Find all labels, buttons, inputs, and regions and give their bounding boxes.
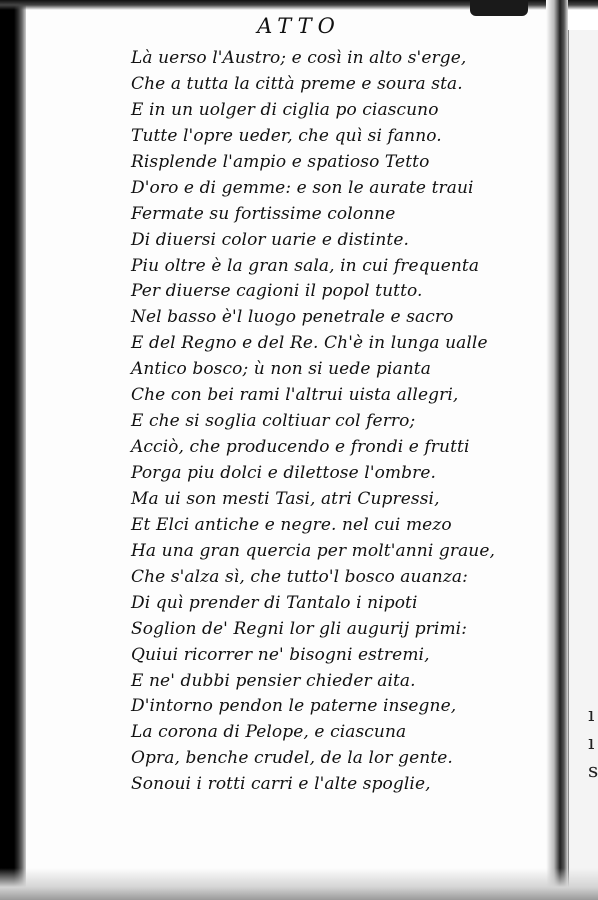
verse-line: Sonoui i rotti carri e l'alte spoglie, bbox=[131, 774, 431, 795]
verse-line: Per diuerse cagioni il popol tutto. bbox=[131, 281, 423, 302]
verse-line: Quiui ricorrer ne' bisogni estremi, bbox=[131, 644, 430, 665]
verse-line: Là uerso l'Austro; e così in alto s'erge, bbox=[131, 48, 467, 68]
verse-line: D'intorno pendon le paterne insegne, bbox=[131, 696, 457, 717]
verse-line: Che con bei rami l'altrui uista allegri, bbox=[131, 385, 459, 406]
verse-line: Fermate su fortissime colonne bbox=[131, 203, 396, 224]
verse-list bbox=[131, 46, 496, 798]
facing-page-marks: ı ı s bbox=[588, 702, 598, 782]
verse-line: Et Elci antiche e negre. nel cui mezo bbox=[131, 514, 452, 535]
verse-line: Di diuersi color uarie e distinte. bbox=[131, 229, 409, 250]
verse-line: Di quì prender di Tantalo i nipoti bbox=[131, 592, 418, 613]
verse-line: Acciò, che producendo e frondi e frutti bbox=[131, 437, 470, 458]
verse-line: Soglion de' Regni lor gli augurij primi: bbox=[131, 618, 468, 639]
verse-line: Che a tutta la città preme e soura sta. bbox=[131, 73, 463, 94]
verse-line: Porga piu dolci e dilettose l'ombre. bbox=[131, 463, 437, 483]
verse-line: E del Regno e del Re. Ch'è in lunga ualle bbox=[131, 333, 488, 354]
verse-line: Che s'alza sì, che tutto'l bosco auanza: bbox=[131, 566, 468, 587]
verse-line: D'oro e di gemme: e son le aurate traui bbox=[131, 177, 474, 198]
page-bottom-shadow bbox=[0, 868, 598, 900]
verse-line: E che si soglia coltiuar col ferro; bbox=[131, 411, 416, 432]
verse-line: La corona di Pelope, e ciascuna bbox=[131, 722, 407, 743]
verse-line: Opra, benche crudel, de la lor gente. bbox=[131, 748, 453, 769]
verse-line: Risplende l'ampio e spatioso Tetto bbox=[131, 151, 430, 172]
verse-line: Tutte l'opre ueder, che quì si fanno. bbox=[131, 125, 442, 146]
verse-line: Ha una gran quercia per molt'anni graue, bbox=[131, 540, 496, 561]
verse-line: Piu oltre è la gran sala, in cui frequenta bbox=[131, 255, 480, 276]
verse-line: Antico bosco; ù non si uede pianta bbox=[131, 359, 431, 380]
verse-line: Ma ui son mesti Tasi, atri Cupressi, bbox=[131, 488, 440, 509]
verse-line: E ne' dubbi pensier chieder aita. bbox=[131, 670, 416, 691]
verse-line: E in un uolger di ciglia po ciascuno bbox=[131, 99, 439, 120]
scan-edge-left bbox=[0, 0, 26, 900]
book-gutter bbox=[546, 0, 568, 900]
running-head: ATTO bbox=[257, 14, 341, 38]
verse-line: Nel basso è'l luogo penetrale e sacro bbox=[131, 307, 454, 328]
